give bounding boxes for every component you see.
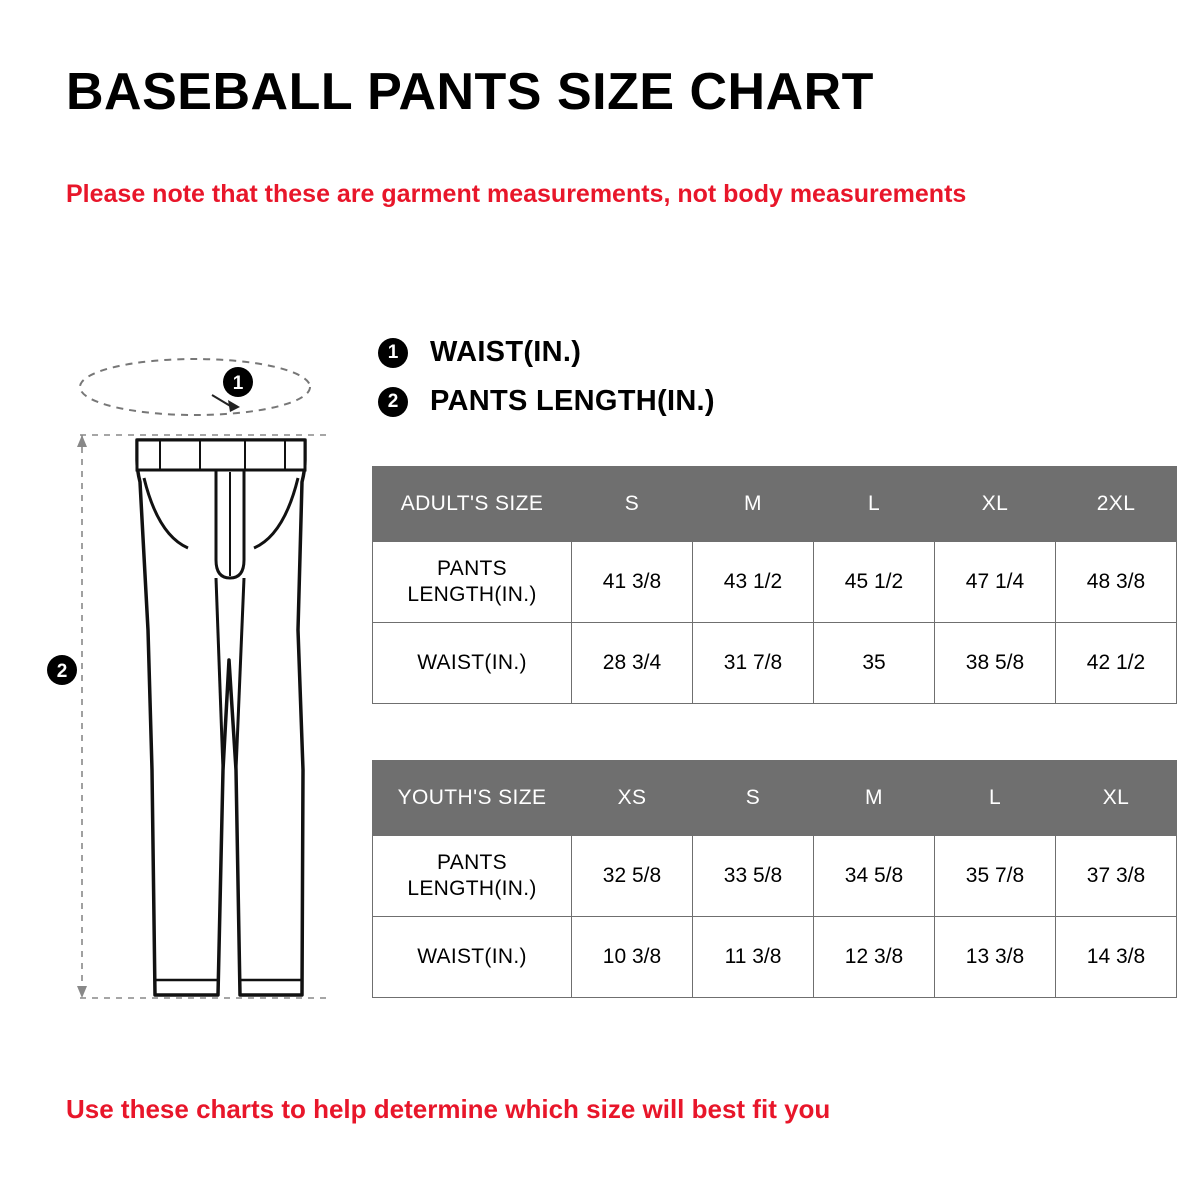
- youth-length-s: 33 5/8: [693, 836, 814, 917]
- adult-size-table: [372, 466, 1177, 704]
- adult-col-s: S: [572, 467, 693, 542]
- youth-row-label-length: PANTS LENGTH(IN.): [373, 836, 572, 917]
- table-row: [373, 917, 1177, 998]
- adult-length-s: 41 3/8: [572, 542, 693, 623]
- legend: [378, 336, 715, 434]
- adult-waist-m: 31 7/8: [693, 623, 814, 704]
- youth-length-xl: 37 3/8: [1056, 836, 1177, 917]
- legend-label-length: PANTS LENGTH(IN.): [430, 385, 715, 417]
- youth-waist-s: 11 3/8: [693, 917, 814, 998]
- adult-waist-xl: 38 5/8: [935, 623, 1056, 704]
- youth-col-s: S: [693, 761, 814, 836]
- table-header-row: [373, 761, 1177, 836]
- adult-waist-l: 35: [814, 623, 935, 704]
- youth-col-xs: XS: [572, 761, 693, 836]
- youth-col-l: L: [935, 761, 1056, 836]
- svg-text:1: 1: [232, 373, 244, 394]
- adult-length-xl: 47 1/4: [935, 542, 1056, 623]
- adult-col-xl: XL: [935, 467, 1056, 542]
- pants-diagram: [40, 330, 370, 1020]
- youth-length-xs: 32 5/8: [572, 836, 693, 917]
- youth-waist-xl: 14 3/8: [1056, 917, 1177, 998]
- adult-waist-s: 28 3/4: [572, 623, 693, 704]
- youth-length-l: 35 7/8: [935, 836, 1056, 917]
- adult-length-l: 45 1/2: [814, 542, 935, 623]
- page-title: BASEBALL PANTS SIZE CHART: [66, 63, 874, 121]
- youth-size-header: YOUTH'S SIZE: [373, 761, 572, 836]
- legend-item-length: [378, 385, 715, 418]
- table-row: [373, 836, 1177, 917]
- adult-size-header: ADULT'S SIZE: [373, 467, 572, 542]
- legend-label-waist: WAIST(IN.): [430, 336, 582, 368]
- youth-row-label-waist: WAIST(IN.): [373, 917, 572, 998]
- adult-length-2xl: 48 3/8: [1056, 542, 1177, 623]
- youth-waist-m: 12 3/8: [814, 917, 935, 998]
- adult-row-label-length: PANTS LENGTH(IN.): [373, 542, 572, 623]
- waist-measure-ellipse: [80, 359, 310, 415]
- adult-length-m: 43 1/2: [693, 542, 814, 623]
- adult-waist-2xl: 42 1/2: [1056, 623, 1177, 704]
- youth-col-xl: XL: [1056, 761, 1177, 836]
- marker-one-icon: 1: [378, 338, 408, 368]
- measurement-note: Please note that these are garment measurements, not body measurements: [66, 180, 967, 208]
- table-row: [373, 623, 1177, 704]
- adult-row-label-waist: WAIST(IN.): [373, 623, 572, 704]
- table-row: [373, 542, 1177, 623]
- legend-item-waist: [378, 336, 715, 369]
- marker-two-icon: 2: [378, 387, 408, 417]
- help-note: Use these charts to help determine which size will best fit you: [66, 1094, 831, 1124]
- youth-length-m: 34 5/8: [814, 836, 935, 917]
- youth-waist-xs: 10 3/8: [572, 917, 693, 998]
- svg-text:2: 2: [56, 661, 68, 682]
- youth-size-table: [372, 760, 1177, 998]
- adult-col-2xl: 2XL: [1056, 467, 1177, 542]
- youth-col-m: M: [814, 761, 935, 836]
- table-header-row: [373, 467, 1177, 542]
- adult-col-l: L: [814, 467, 935, 542]
- youth-waist-l: 13 3/8: [935, 917, 1056, 998]
- adult-col-m: M: [693, 467, 814, 542]
